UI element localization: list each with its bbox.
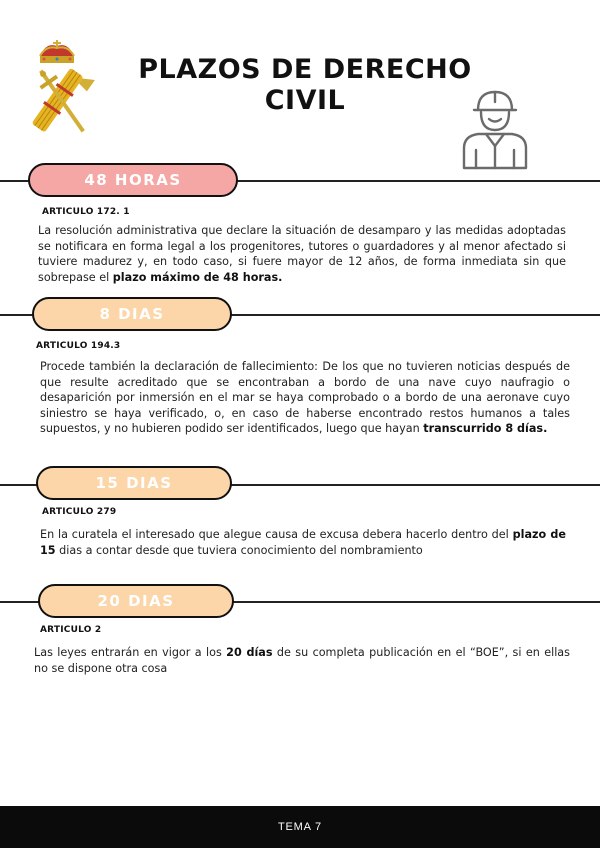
construction-worker-icon [458,86,532,170]
article-text: La resolución administrativa que declare la situación de desamparo y las medidas adoptadas se notificara en forma legal a los progenitores, tutores o guardadores y al menor afectado si tuviere madurez y, en todo caso, si fuere mayor de 12 años, de forma inmediata sin que sobrepase el plazo máximo de 48 horas. [38,224,566,284]
time-badge: 48 HORAS [28,163,238,197]
time-badge: 8 DIAS [32,297,232,331]
highlighted-term: transcurrido 8 días. [423,422,548,436]
time-badge: 20 DIAS [38,584,234,618]
highlighted-term: plazo de 15 [40,528,566,557]
title-line-1: PLAZOS DE DERECHO [138,54,472,85]
highlighted-term: 20 días [226,646,273,659]
time-badge: 15 DIAS [36,466,232,500]
guardia-civil-emblem-icon [22,36,102,146]
footer-bar [0,806,600,848]
footer-label: TEMA 7 [278,821,322,833]
article-reference: ARTICULO 194.3 [36,341,121,351]
article-reference: ARTICULO 172. 1 [42,207,130,217]
highlighted-term: plazo máximo de 48 horas. [112,270,283,284]
page-title [100,54,510,116]
article-reference: ARTICULO 279 [42,507,117,517]
article-reference: ARTICULO 2 [40,625,102,635]
title-line-2: CIVIL [264,85,346,116]
article-text: Procede también la declaración de fallecimiento: De los que no tuvieren noticias después de que resulte acreditado que se encontraban a bordo de una nave cuyo naufragio o desaparición por inmersión en el mar se haya comprobado o a bordo de una aeronave cuyo siniestro se haya verificado, o, en caso de haberse encontrado restos humanos a tales supuestos, y no hubieren podido ser identificados, luego que hayan transcurrido 8 días. [40,360,570,436]
article-text: En la curatela el interesado que alegue causa de excusa debera hacerlo dentro del plazo de 15 dias a contar desde que tuviera conocimiento del nombramiento [40,528,566,557]
article-text: Las leyes entrarán en vigor a los 20 días de su completa publicación en el “BOE”, si en ellas no se dispone otra cosa [34,646,570,675]
